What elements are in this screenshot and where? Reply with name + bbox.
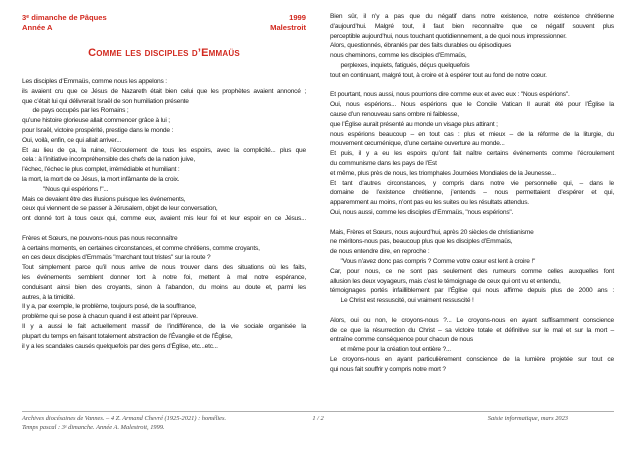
text-line: du communisme dans les pays de l’Est xyxy=(330,159,437,167)
page-footer xyxy=(22,414,614,432)
text-line: il y a les scandales causés quelquefois par des gens d’Église, etc...etc... xyxy=(22,342,218,350)
text-line: témoignages portés infailliblement par l’Église qui nous affirme depuis plus de 2000 ans : xyxy=(330,287,614,295)
text-line: et même, plus près de nous, les triomphales Journées Mondiales de la Jeunesse... xyxy=(330,169,556,177)
text-line: ont donné tort à tous ceux qui, comme eux, avaient mis leur foi et leur espoir en ce Jésus... xyxy=(22,215,306,223)
text-line: Oui, nous espérions... Nous espérions que le Concile Vatican II aurait été pour l’Église la xyxy=(330,101,614,109)
footer-note: Saisie informatique, mars 2023 xyxy=(487,415,568,422)
right-column xyxy=(330,12,614,374)
page-header xyxy=(22,13,306,33)
text-line: tout en continuant, malgré tout, à croire et à espérer tout au fond de notre cœur. xyxy=(330,71,547,79)
text-line: allusion les deux voyageurs, mais c’est le témoignage de ceux qui ont vu et entendu, xyxy=(330,277,561,285)
footer-rule xyxy=(22,411,614,412)
text-line: la mort, la mort de ce Jésus, la mort infâmante de la croix. xyxy=(22,175,180,183)
text-line: entraîne comme conséquence pour chacun de nous xyxy=(330,336,473,344)
text-line: ils avaient cru que ce Jésus de Nazareth était bien celui que les prophètes avaient annoncé ; xyxy=(22,87,306,95)
text-line: Bien sûr, il n’y a pas que du négatif dans notre existence, notre existence chrétienne xyxy=(330,13,614,20)
text-line: qui nous fait souffrir y compris notre mort ? xyxy=(330,365,446,373)
text-line: apparemment au moins, n’ont pas eu les suites ou les résultats attendus. xyxy=(330,199,529,207)
header-right xyxy=(270,13,306,33)
text-line: Oui, voilà, enfin, ce qui allait arriver... xyxy=(22,136,122,144)
blank-line xyxy=(330,81,614,91)
text-line: Oui, nous aussi, comme les disciples d’Emmaüs, "nous espérions". xyxy=(330,208,514,216)
text-line: problème qui se pose à chacun quand il est atteint par l’épreuve. xyxy=(22,313,198,321)
text-line: ne méritons-nous pas, beaucoup plus que les disciples d’Emmaüs, xyxy=(330,238,513,246)
text-line: Les disciples d’Emmaüs, comme nous les appelons : xyxy=(22,78,167,85)
text-line: Alors, questionnés, ébranlés par des faits durables ou épisodiques xyxy=(330,42,512,50)
text-line: Tout simplement parce qu’il nous arrive de nous trouver dans des situations où les faits, xyxy=(22,264,306,272)
text-line: d’aujourd’hui. Malgré tout, il faut bien reconnaître que ce négatif souvent plus xyxy=(330,22,614,30)
text-line: Il y a, par exemple, le problème, toujours posé, de la souffrance, xyxy=(22,303,197,311)
text-line: plupart du temps en faisant totalement abstraction de l’Évangile et de l’Église, xyxy=(22,332,233,340)
text-line: cela : à l’initiative incompréhensible des chefs de la nation juive, xyxy=(22,156,195,164)
text-line: à certains moments, en certaines circonstances, et comme chrétiens, comme croyants, xyxy=(22,244,260,252)
text-line: Alors, oui ou non, le croyons-nous ?... Le croyons-nous en ayant suffisamment conscience xyxy=(330,316,614,324)
text-line: de nous entendre dire, en reproche : xyxy=(330,248,430,256)
text-line: que c’était lui qui délivrerait Israël de son humiliation présente xyxy=(22,97,189,105)
text-line: Mais, Frères et Sœurs, nous aujourd’hui, après 20 siècles de christianisme xyxy=(330,228,534,236)
text-line: en ces deux disciples d’Emmaüs "marchant tout tristes" sur la route ? xyxy=(22,254,211,262)
text-line: et même pour la création tout entière ?... xyxy=(340,346,451,354)
text-line: Car, pour nous, ce ne sont pas seulement des rumeurs comme celles auxquelles font xyxy=(330,267,614,275)
liturgical-year-label: Année A xyxy=(22,23,53,32)
text-line: Et au lieu de ça, la ruine, l’écroulement de tous les espoirs, avec la complicité... plus que xyxy=(22,146,306,154)
place-label: Malestroit xyxy=(270,23,306,32)
page-number: 1 / 2 xyxy=(312,415,324,422)
document-title: Comme les disciples d’Emmaüs xyxy=(88,47,240,59)
text-line: Et puis, il y a eu les espoirs qu’ont fait naître certains événements comme l’écroulement xyxy=(330,150,614,158)
text-line: Il y a aussi le fait actuellement massif de l’indifférence, de la vie sociale organisée la xyxy=(22,322,306,330)
text-line: "Vous n’avez donc pas compris ? Comme votre cœur est lent à croire !" xyxy=(340,257,536,265)
text-line: Et tant d’autres circonstances, y compris dans notre vie personnelle qui, – dans le xyxy=(330,179,614,187)
text-line: Frères et Sœurs, ne pouvons-nous pas nous reconnaître xyxy=(22,234,178,242)
text-line: domaine de l’existence chrétienne, j’entends – nous permettaient d’espérer et qui, xyxy=(330,189,614,197)
text-line: de pays occupés par les Romains ; xyxy=(32,107,129,115)
year-label: 1999 xyxy=(289,13,306,22)
footer-source-line: Temps pascal : 3ᵉ dimanche. Année A. Malestroit, 1999. xyxy=(22,424,165,431)
text-line: Le Christ est ressuscité, oui vraiment ressuscité ! xyxy=(340,297,474,305)
text-line: nous cheminons, comme les disciples d’Emmaüs, xyxy=(330,52,467,60)
liturgical-day-label: 3ᵉ dimanche de Pâques xyxy=(22,13,107,22)
text-line: Le croyons-nous en ayant particulièrement conscience de la lumière projetée sur tout ce xyxy=(330,355,614,363)
left-column xyxy=(22,77,306,351)
footer-archive-line: Archives diocésaines de Vannes. – 4 Z. Armand Chevré (1925-2021) : homélies. xyxy=(22,415,227,422)
text-line: cause d’un renouveau sans ombre ni faiblesse, xyxy=(330,110,459,118)
text-line: nous espérions beaucoup – en tout cas : plus et mieux – de la réforme de la liturgie, du xyxy=(330,130,614,138)
text-line: que l’Église aurait présenté au monde un visage plus attirant ; xyxy=(330,120,498,128)
text-line: "Nous qui espérions !"... xyxy=(43,185,109,193)
text-line: Et pourtant, nous aussi, nous pourrions dire comme eux et avec eux : "Nous espérions". xyxy=(330,91,570,99)
text-line: autres, à la timidité. xyxy=(22,293,75,301)
text-line: mouvement œcuménique, d’une certaine ouverture au monde... xyxy=(330,140,505,148)
text-line: les événements semblent donner tort à notre foi, mettent à mal notre espérance, xyxy=(22,273,306,281)
blank-line xyxy=(330,218,614,228)
text-line: ceux qui viennent de se passer à Jérusalem, objet de leur conversation, xyxy=(22,205,218,213)
blank-line xyxy=(330,306,614,316)
text-line: qu’une histoire glorieuse allait commencer grâce à lui ; xyxy=(22,117,170,125)
header-left xyxy=(22,13,107,33)
text-line: conduisant ainsi bien des croyants, sinon à l’abandon, du moins au doute et, parmi les xyxy=(22,283,306,291)
blank-line xyxy=(22,224,306,234)
text-line: perplexes, inquiets, fatigués, déçus quelquefois xyxy=(340,61,470,69)
text-line: pour Israël, victoire prospérité, prestige dans le monde : xyxy=(22,126,174,134)
text-line: perceptible aujourd’hui, nous touchant quotidiennement, a de quoi nous impressionner. xyxy=(330,32,567,40)
text-line: de ce que la résurrection du Christ – sa victoire totale et définitive sur le mal et sur la mort – xyxy=(330,326,614,334)
footer-left xyxy=(22,414,312,432)
text-line: l’échec, l’échec le plus complet, irrémédiable et humiliant : xyxy=(22,166,180,174)
text-line: Mais ce devaient être des illusions puisque les événements, xyxy=(22,195,186,203)
